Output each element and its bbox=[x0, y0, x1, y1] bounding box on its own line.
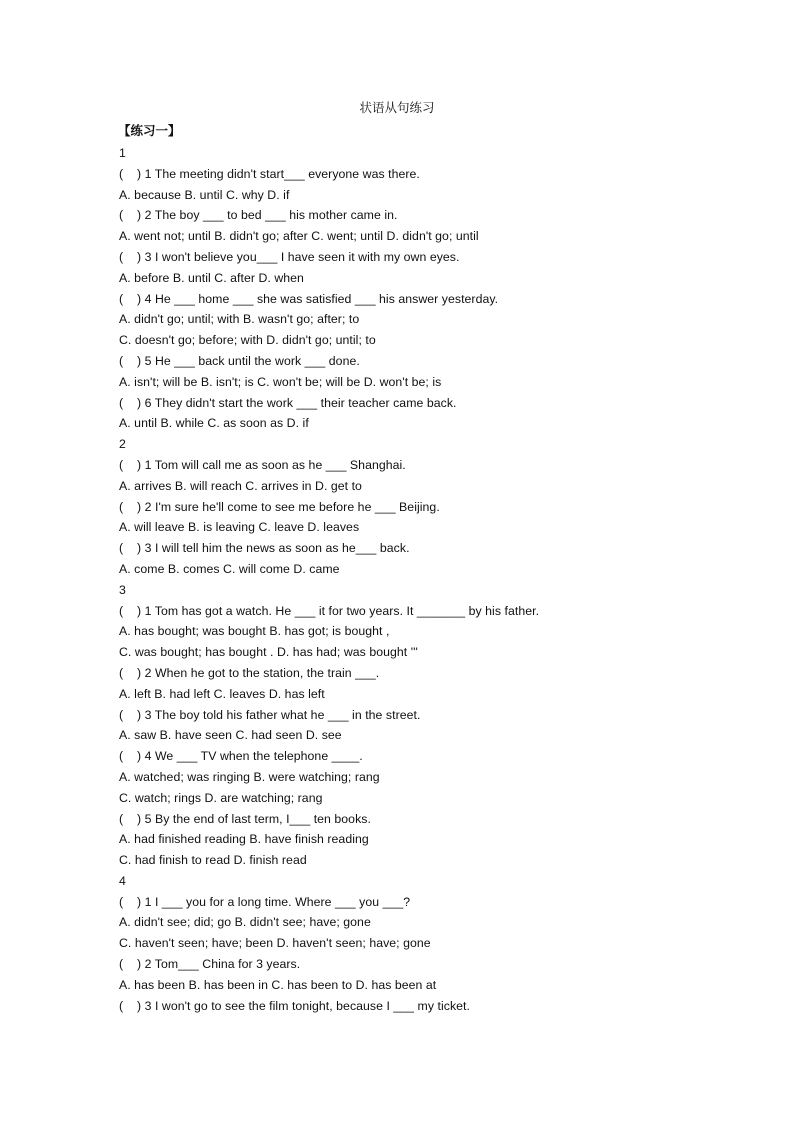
exercise-line: ( ) 1 The meeting didn't start___ everyone was there. bbox=[119, 166, 420, 181]
exercise-line: ( ) 2 The boy ___ to bed ___ his mother came in. bbox=[119, 208, 398, 223]
exercise-line: 3 bbox=[119, 582, 126, 597]
exercise-line: ( ) 3 I won't go to see the film tonight, because I ___ my ticket. bbox=[119, 998, 470, 1013]
exercise-line: A. saw B. have seen C. had seen D. see bbox=[119, 728, 342, 743]
exercise-line: ( ) 3 I won't believe you___ I have seen it with my own eyes. bbox=[119, 249, 460, 264]
exercise-line: A. left B. had left C. leaves D. has left bbox=[119, 686, 325, 701]
exercise-line: A. didn't go; until; with B. wasn't go; after; to bbox=[119, 312, 360, 327]
exercise-line: A. had finished reading B. have finish reading bbox=[119, 832, 369, 847]
exercise-line: A. isn't; will be B. isn't; is C. won't be; will be D. won't be; is bbox=[119, 374, 442, 389]
page-title: 状语从句练习 bbox=[359, 100, 435, 115]
exercise-line: C. haven't seen; have; been D. haven't seen; have; gone bbox=[119, 936, 431, 951]
exercise-line: A. watched; was ringing B. were watching; rang bbox=[119, 769, 380, 784]
exercise-line: ( ) 2 I'm sure he'll come to see me before he ___ Beijing. bbox=[119, 499, 440, 514]
exercise-line: A. before B. until C. after D. when bbox=[119, 270, 304, 285]
exercise-line: A. will leave B. is leaving C. leave D. leaves bbox=[119, 520, 360, 535]
section-heading: 【练习一】 bbox=[118, 123, 181, 138]
exercise-line: ( ) 4 He ___ home ___ she was satisfied ___ his answer yesterday. bbox=[119, 291, 499, 306]
exercise-line: C. was bought; has bought . D. has had; was bought ''' bbox=[119, 645, 418, 660]
exercise-line: ( ) 3 I will tell him the news as soon as he___ back. bbox=[119, 541, 410, 556]
exercise-line: ( ) 5 He ___ back until the work ___ done. bbox=[119, 353, 360, 368]
exercise-line: C. watch; rings D. are watching; rang bbox=[119, 790, 323, 805]
exercise-lines bbox=[119, 143, 719, 1016]
exercise-line: ( ) 1 I ___ you for a long time. Where ___ you ___? bbox=[119, 894, 411, 909]
exercise-line: ( ) 2 When he got to the station, the train ___. bbox=[119, 665, 380, 680]
exercise-line: ( ) 3 The boy told his father what he ___ in the street. bbox=[119, 707, 421, 722]
exercise-line: 2 bbox=[119, 437, 126, 452]
exercise-line: A. has bought; was bought B. has got; is bought , bbox=[119, 624, 390, 639]
exercise-line: A. arrives B. will reach C. arrives in D. get to bbox=[119, 478, 362, 493]
exercise-line: A. until B. while C. as soon as D. if bbox=[119, 416, 309, 431]
exercise-line: A. has been B. has been in C. has been to D. has been at bbox=[119, 977, 437, 992]
exercise-line: A. come B. comes C. will come D. came bbox=[119, 561, 340, 576]
exercise-line: ( ) 1 Tom has got a watch. He ___ it for two years. It _______ by his father. bbox=[119, 603, 540, 618]
exercise-line: ( ) 5 By the end of last term, I___ ten books. bbox=[119, 811, 371, 826]
exercise-line: ( ) 2 Tom___ China for 3 years. bbox=[119, 957, 301, 972]
exercise-line: 4 bbox=[119, 873, 126, 888]
exercise-line: A. because B. until C. why D. if bbox=[119, 187, 290, 202]
exercise-line: C. had finish to read D. finish read bbox=[119, 853, 307, 868]
exercise-line: ( ) 6 They didn't start the work ___ their teacher came back. bbox=[119, 395, 457, 410]
exercise-line: A. didn't see; did; go B. didn't see; have; gone bbox=[119, 915, 371, 930]
exercise-line: A. went not; until B. didn't go; after C. went; until D. didn't go; until bbox=[119, 229, 479, 244]
exercise-line: ( ) 4 We ___ TV when the telephone ____. bbox=[119, 749, 363, 764]
exercise-line: ( ) 1 Tom will call me as soon as he ___ Shanghai. bbox=[119, 457, 406, 472]
exercise-line: 1 bbox=[119, 146, 126, 160]
exercise-line: C. doesn't go; before; with D. didn't go; until; to bbox=[119, 333, 376, 348]
